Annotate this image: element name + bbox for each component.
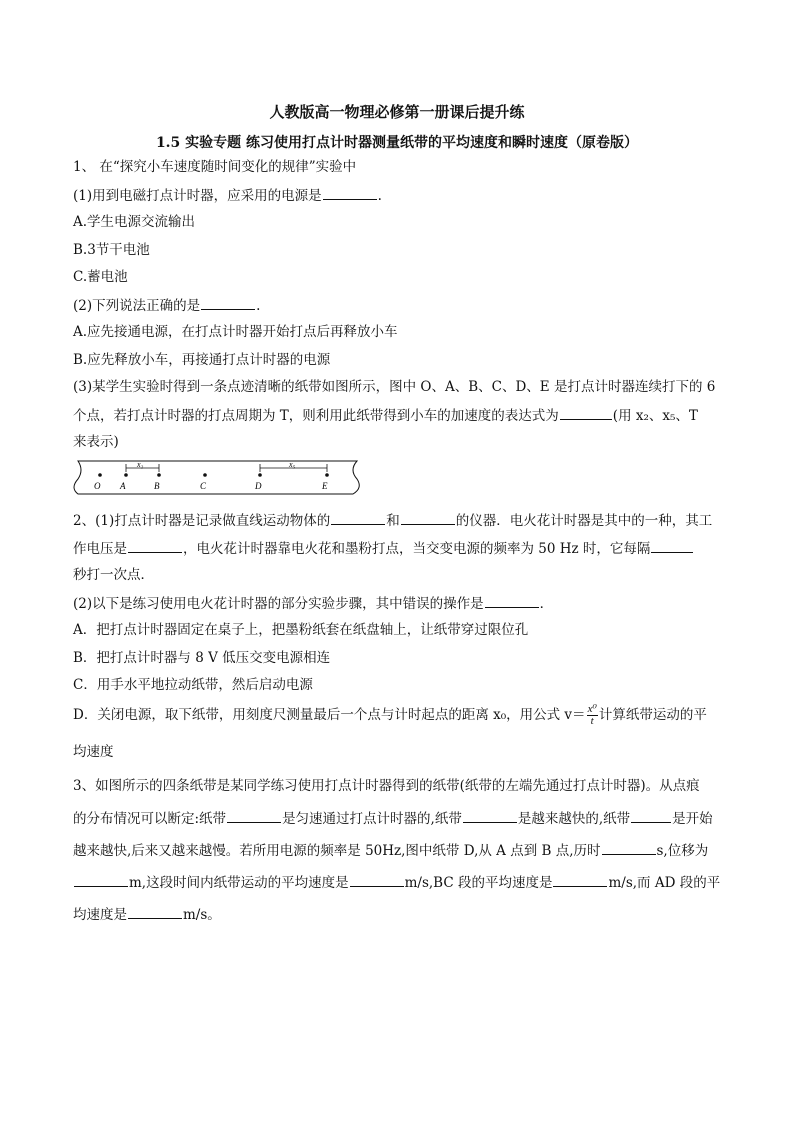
q3-line5: 均速度是 m/s。 bbox=[73, 907, 221, 923]
answer-blank[interactable] bbox=[323, 186, 377, 200]
q1-part2-option-b: B.应先释放小车，再接通打点计时器的电源 bbox=[73, 352, 331, 368]
q2-option-d: D．关闭电源，取下纸带，用刻度尺测量最后一个点与计时起点的距离 x₀，用公式 v＝ $\frac{\text{x⁰}}{t}$ 计算纸带运动的平 bbox=[73, 703, 707, 727]
q2-line2: 作电压是 ，电火花计时器靠电火花和墨粉打点，当交变电源的频率为 50 Hz 时，它每隔 bbox=[73, 539, 694, 558]
q3-line2: 的分布情况可以断定:纸带 是匀速通过打点计时器的,纸带 是越来越快的,纸带 是开始 bbox=[73, 811, 713, 827]
q1-part1-option-b: B.3节干电池 bbox=[73, 242, 150, 258]
q2-option-a: A．把打点计时器固定在桌子上，把墨粉纸套在纸盘轴上，让纸带穿过限位孔 bbox=[73, 622, 529, 638]
tape-label-b: B bbox=[154, 481, 160, 491]
answer-blank[interactable] bbox=[560, 406, 612, 420]
formula-fraction: $\frac{\text{x⁰}}{t}$ bbox=[587, 703, 597, 727]
q2-line3: 秒打一次点． bbox=[73, 567, 154, 583]
answer-blank[interactable] bbox=[602, 841, 656, 855]
tape-point-a bbox=[124, 473, 128, 477]
page-subtitle: 1.5 实验专题 练习使用打点计时器测量纸带的平均速度和瞬时速度（原卷版） bbox=[155, 135, 639, 151]
q1-part3-line2: 个点，若打点计时器的打点周期为 T，则利用此纸带得到小车的加速度的表达式为 (用 x₂、x₅、T bbox=[73, 408, 698, 424]
tape-label-o: O bbox=[94, 481, 101, 491]
q3-line1: 3、如图所示的四条纸带是某同学练习使用打点计时器得到的纸带(纸带的左端先通过打点计时器)。从点痕 bbox=[73, 778, 700, 794]
q3-line4: m,这段时间内纸带运动的平均速度是 m/s,BC 段的平均速度是 m/s,而 AD 段的平 bbox=[73, 873, 720, 892]
page-title: 人教版高一物理必修第一册课后提升练 bbox=[269, 103, 525, 121]
answer-blank[interactable] bbox=[201, 296, 255, 310]
q2-part2: (2)以下是练习使用电火花计时器的部分实验步骤，其中错误的操作是 ． bbox=[73, 596, 554, 612]
answer-blank[interactable] bbox=[485, 594, 539, 608]
segment-x5-label: x₅ bbox=[289, 460, 296, 469]
q1-part3-line1: (3)某学生实验时得到一条点迹清晰的纸带如图所示，图中 O、A、B、C、D、E 是打点计时器连续打下的 6 bbox=[73, 379, 716, 395]
tape-label-a: A bbox=[120, 481, 126, 491]
answer-blank[interactable] bbox=[350, 873, 404, 887]
q1-part2: (2)下列说法正确的是 . bbox=[73, 298, 261, 314]
tape-label-d: D bbox=[255, 481, 262, 491]
tape-outline bbox=[74, 461, 359, 494]
tape-point-o bbox=[98, 473, 102, 477]
q2-option-c: C．用手水平地拉动纸带，然后启动电源 bbox=[73, 677, 313, 693]
tape-point-c bbox=[203, 473, 207, 477]
tape-point-d bbox=[258, 473, 262, 477]
q1-part3-line3: 来表示) bbox=[73, 434, 119, 450]
q1-part1: (1)用到电磁打点计时器，应采用的电源是 . bbox=[73, 188, 382, 204]
answer-blank[interactable] bbox=[128, 539, 182, 553]
q3-line3: 越来越快,后来又越来越慢。若所用电源的频率是 50Hz,图中纸带 D,从 A 点到 B 点,历时 s,位移为 bbox=[73, 843, 709, 859]
q2-option-d-cont: 均速度 bbox=[73, 744, 114, 760]
tape-point-e bbox=[325, 473, 329, 477]
answer-blank[interactable] bbox=[74, 873, 128, 887]
q2-option-b: B．把打点计时器与 8 V 低压交变电源相连 bbox=[73, 650, 331, 666]
answer-blank[interactable] bbox=[331, 511, 385, 525]
tape-label-e: E bbox=[322, 481, 328, 491]
q1-stem: 1、 在“探究小车速度随时间变化的规律”实验中 bbox=[73, 159, 357, 175]
tape-point-b bbox=[157, 473, 161, 477]
tape-label-c: C bbox=[200, 481, 207, 491]
answer-blank[interactable] bbox=[227, 809, 281, 823]
answer-blank[interactable] bbox=[651, 539, 693, 553]
answer-blank[interactable] bbox=[401, 511, 455, 525]
q1-part2-option-a: A.应先接通电源，在打点计时器开始打点后再释放小车 bbox=[73, 324, 398, 340]
answer-blank[interactable] bbox=[463, 809, 517, 823]
answer-blank[interactable] bbox=[631, 809, 671, 823]
answer-blank[interactable] bbox=[553, 873, 607, 887]
answer-blank[interactable] bbox=[128, 905, 182, 919]
paper-tape-figure bbox=[70, 455, 365, 500]
q2-line1: 2、(1)打点计时器是记录做直线运动物体的 和 的仪器．电火花计时器是其中的一种，其工 bbox=[73, 513, 713, 529]
segment-x2-label: x₂ bbox=[137, 460, 144, 469]
q1-part1-option-a: A.学生电源交流输出 bbox=[73, 214, 196, 230]
q1-part1-option-c: C.蓄电池 bbox=[73, 269, 128, 285]
